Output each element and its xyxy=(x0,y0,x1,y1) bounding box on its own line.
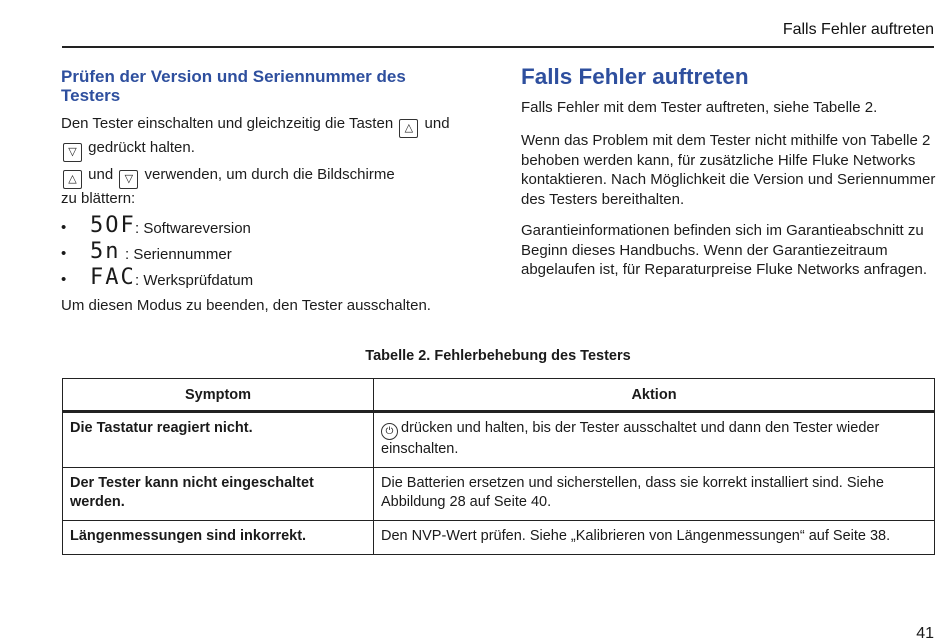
down-key-icon: ▽ xyxy=(119,170,138,189)
paragraph-text: zu blättern: xyxy=(61,190,136,207)
power-button-icon: ⏻ xyxy=(381,423,398,440)
troubleshooting-table xyxy=(62,378,935,555)
paragraph-text: und xyxy=(88,166,114,183)
table-caption: Tabelle 2. Fehlerbehebung des Testers xyxy=(365,348,631,364)
table-header-row xyxy=(63,379,935,412)
paragraph-contact: Wenn das Problem mit dem Tester nicht mithilfe von Tabelle 2 behoben werden kann, für zusätzliche Hilfe Fluke Networks kontaktieren. Nach Möglichkeit die Version und Seriennummer des Testers bereithalten. xyxy=(521,132,936,208)
action-text: drücken und halten, bis der Tester ausschaltet und dann den Tester wieder einschalten. xyxy=(381,420,880,457)
page-number: 41 xyxy=(916,625,934,642)
paragraph-exit-mode: Um diesen Modus zu beenden, den Tester ausschalten. xyxy=(61,297,431,314)
list-item-label: : Werksprüfdatum xyxy=(135,272,254,289)
up-key-icon: △ xyxy=(399,119,418,138)
bullet-icon: • xyxy=(61,219,67,236)
segment-display-code: FAC xyxy=(90,265,136,290)
action-cell: Den NVP-Wert prüfen. Siehe „Kalibrieren von Längenmessungen“ auf Seite 38. xyxy=(374,521,935,555)
list-item-label: : Seriennummer xyxy=(125,246,232,263)
section-heading-errors: Falls Fehler auftreten xyxy=(521,64,749,89)
column-header-symptom: Symptom xyxy=(63,379,374,412)
bullet-icon: • xyxy=(61,271,67,288)
paragraph-scroll-keys xyxy=(61,165,481,209)
paragraph-warranty: Garantieinformationen befinden sich im Garantieabschnitt zu Beginn dieses Handbuchs. Wenn der Garantiezeitraum abgelaufen ist, für Reparaturpreise Fluke Networks anfragen. xyxy=(521,222,928,278)
column-header-action: Aktion xyxy=(374,379,935,412)
paragraph-text: Den Tester einschalten und gleichzeitig die Tasten xyxy=(61,115,394,132)
down-key-icon: ▽ xyxy=(63,143,82,162)
paragraph-text: gedrückt halten. xyxy=(88,139,195,156)
up-key-icon: △ xyxy=(63,170,82,189)
symptom-cell: Längenmessungen sind inkorrekt. xyxy=(63,521,374,555)
symptom-cell: Die Tastatur reagiert nicht. xyxy=(63,412,374,468)
action-cell xyxy=(374,412,935,468)
symptom-cell: Der Tester kann nicht eingeschaltet werden. xyxy=(63,468,374,521)
paragraph-version-keys xyxy=(61,114,481,162)
section-heading-version: Prüfen der Version und Seriennummer des Testers xyxy=(61,67,406,105)
list-item-label: : Softwareversion xyxy=(135,220,251,237)
segment-display-code: 5OF xyxy=(90,213,136,238)
paragraph-text: und xyxy=(424,115,450,132)
running-header: Falls Fehler auftreten xyxy=(782,21,934,38)
table-row xyxy=(63,412,935,468)
bullet-icon: • xyxy=(61,245,67,262)
screen-list xyxy=(61,213,461,297)
table-row xyxy=(63,521,935,555)
list-item xyxy=(61,265,461,297)
segment-display-code: 5n xyxy=(90,239,121,264)
header-rule xyxy=(62,46,934,48)
action-cell: Die Batterien ersetzen und sicherstellen, dass sie korrekt installiert sind. Siehe Abbildung 28 auf Seite 40. xyxy=(374,468,935,521)
paragraph-text: verwenden, um durch die Bildschirme xyxy=(144,166,395,183)
paragraph-errors-intro: Falls Fehler mit dem Tester auftreten, siehe Tabelle 2. xyxy=(521,99,878,116)
table-row xyxy=(63,468,935,521)
list-item xyxy=(61,213,461,245)
